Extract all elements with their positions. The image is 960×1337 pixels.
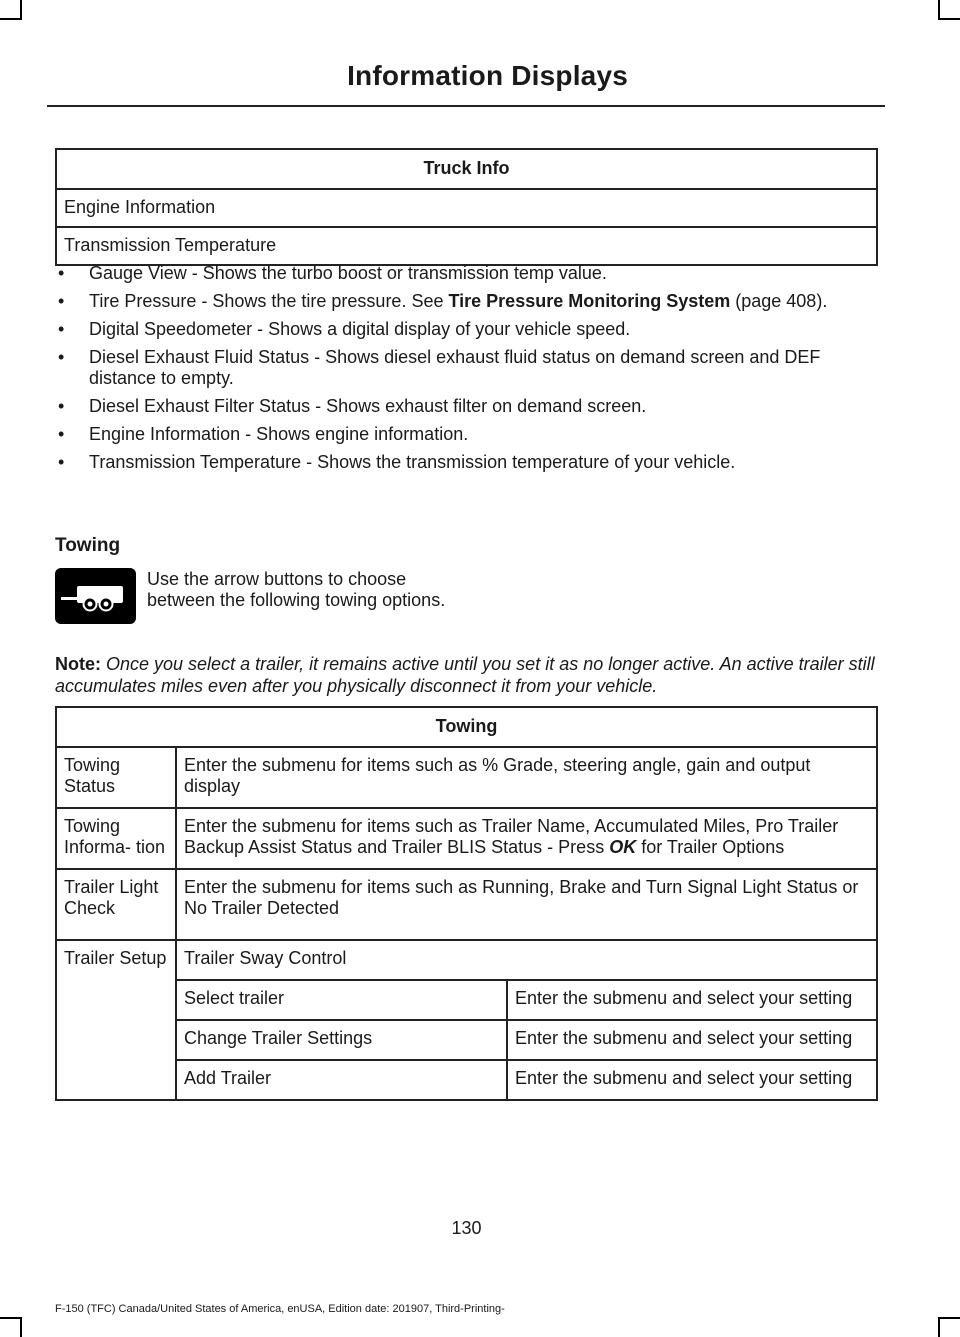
crop-mark — [938, 1317, 960, 1319]
towing-table — [55, 706, 878, 1101]
crop-mark — [938, 1317, 940, 1337]
crop-mark — [938, 18, 960, 20]
description-text: for Trailer Options — [636, 837, 785, 857]
list-item — [55, 396, 870, 417]
crop-mark — [938, 0, 940, 20]
list-item-text: Tire Pressure - Shows the tire pressure. See — [89, 291, 449, 311]
row-description: Enter the submenu for items such as Running, Brake and Turn Signal Light Status or No Trailer Detected — [176, 869, 877, 940]
note — [55, 653, 885, 697]
sub-row-label: Select trailer — [176, 980, 507, 1020]
table-row — [56, 747, 877, 808]
page-title: Information Displays — [347, 60, 628, 91]
truck-info-bullet-list — [55, 263, 870, 480]
ok-key-label: OK — [609, 837, 637, 857]
table-row — [56, 940, 877, 980]
truck-info-title: Truck Info — [56, 149, 877, 189]
row-label: Towing Informa- tion — [56, 808, 176, 869]
footer-edition-info: F-150 (TFC) Canada/United States of America, enUSA, Edition date: 201907, Third-Printing- — [55, 1303, 505, 1315]
sub-row-description: Enter the submenu and select your setting — [507, 1020, 877, 1060]
section-heading-towing: Towing — [55, 535, 121, 556]
page-number: 130 — [451, 1218, 482, 1238]
list-item — [55, 291, 870, 312]
note-label: Note: — [55, 654, 101, 674]
list-item-text: Diesel Exhaust Fluid Status - Shows diesel exhaust fluid status on demand screen and DEF distance to empty. — [89, 347, 821, 388]
list-item — [55, 319, 870, 340]
row-description: Trailer Sway Control — [176, 940, 877, 980]
row-description — [176, 808, 877, 869]
header-divider — [47, 105, 885, 107]
list-item — [55, 263, 870, 284]
list-item-text: Engine Information - Shows engine information. — [89, 424, 469, 444]
table-row — [56, 808, 877, 869]
truck-info-row: Transmission Temperature — [56, 227, 877, 265]
list-item-text: Diesel Exhaust Filter Status - Shows exhaust filter on demand screen. — [89, 396, 647, 416]
table-row — [56, 1020, 877, 1060]
cross-reference: Tire Pressure Monitoring System — [448, 291, 731, 311]
towing-description: Use the arrow buttons to choose between the following towing options. — [147, 569, 446, 610]
list-item-text: Transmission Temperature - Shows the transmission temperature of your vehicle. — [89, 452, 736, 472]
sub-row-label: Add Trailer — [176, 1060, 507, 1100]
truck-info-row: Engine Information — [56, 189, 877, 227]
trailer-icon — [55, 568, 136, 624]
list-item — [55, 452, 870, 473]
row-description: Enter the submenu for items such as % Grade, steering angle, gain and output display — [176, 747, 877, 808]
description-text: Enter the submenu for items such as Trailer Name, Accumulated Miles, Pro Trailer Backup Assist Status and Trailer BLIS Status - Press — [184, 816, 839, 857]
table-row — [56, 980, 877, 1020]
list-item-text: Digital Speedometer - Shows a digital display of your vehicle speed. — [89, 319, 631, 339]
list-item — [55, 424, 870, 445]
sub-row-description: Enter the submenu and select your setting — [507, 1060, 877, 1100]
row-label: Trailer Setup — [56, 940, 176, 1100]
list-item-text: (page 408). — [730, 291, 828, 311]
table-row — [56, 1060, 877, 1100]
crop-mark — [0, 18, 22, 20]
list-item-text: Gauge View - Shows the turbo boost or transmission temp value. — [89, 263, 607, 283]
truck-info-table — [55, 148, 878, 266]
note-text: Once you select a trailer, it remains active until you set it as no longer active. An active trailer still accumulates miles even after you physically disconnect it from your vehicle. — [55, 654, 875, 696]
table-row — [56, 869, 877, 940]
list-item — [55, 347, 870, 389]
row-label: Towing Status — [56, 747, 176, 808]
towing-table-title: Towing — [56, 707, 877, 747]
row-label: Trailer Light Check — [56, 869, 176, 940]
sub-row-description: Enter the submenu and select your setting — [507, 980, 877, 1020]
crop-mark — [0, 1317, 22, 1319]
crop-mark — [20, 0, 22, 20]
crop-mark — [20, 1317, 22, 1337]
sub-row-label: Change Trailer Settings — [176, 1020, 507, 1060]
